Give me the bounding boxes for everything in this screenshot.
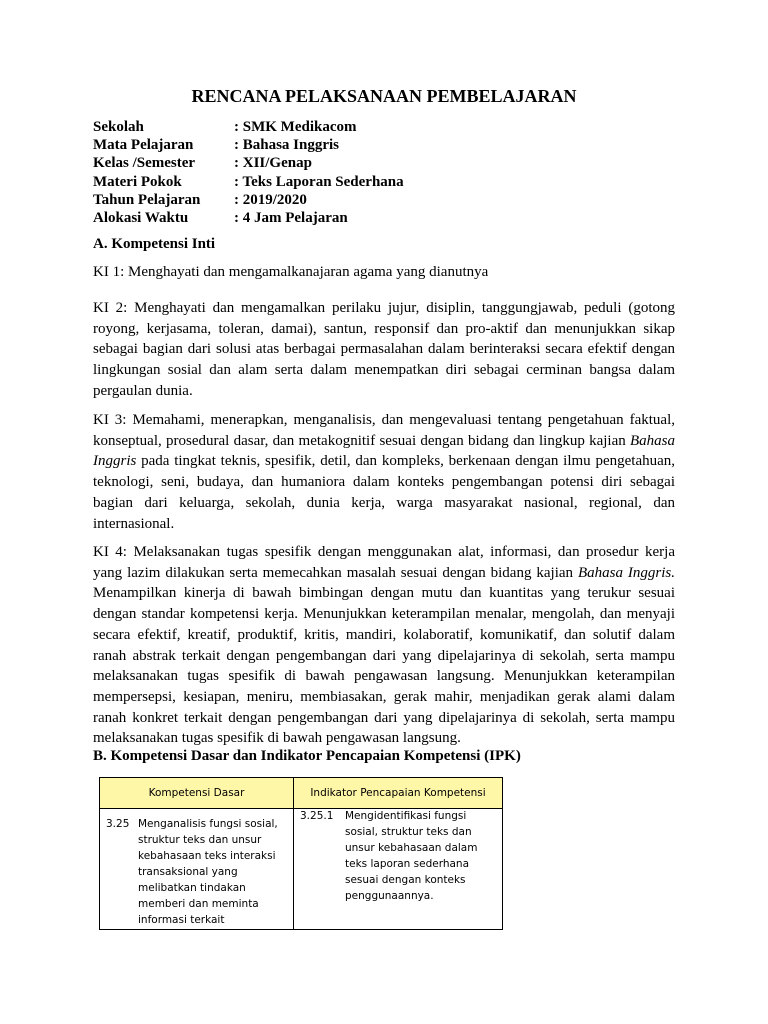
identity-row (93, 136, 404, 154)
identity-label: Mata Pelajaran (93, 137, 194, 154)
ki3-text-b: pada tingkat teknis, spesifik, detil, dan kompleks, berkenaan dengan ilmu pengetahuan, teknologi, seni, budaya, dan humaniora dalam konteks pengembangan potensi diri sebagai bagian dari keluarga, sekolah, dunia kerja, warga masyarakat nasional, regional, dan internasional. (93, 453, 676, 532)
document-title: RENCANA PELAKSANAAN PEMBELAJARAN (191, 86, 577, 106)
identity-value: : 4 Jam Pelajaran (234, 210, 348, 227)
header-kompetensi-dasar: Kompetensi Dasar (148, 787, 245, 799)
identity-row (93, 118, 404, 136)
ipk-text: Mengidentifikasi fungsi sosial, struktur teks dan unsur kebahasaan dalam teks laporan sederhana sesuai dengan konteks penggunaannya. (345, 810, 478, 902)
ipk-number: 3.25.1 (300, 810, 334, 822)
ipk-cell (300, 808, 500, 904)
identity-value: : Bahasa Inggris (234, 137, 340, 154)
ki4-text-a: KI 4: Melaksanakan tugas spesifik dengan menggunakan alat, informasi, dan prosedur kerja yang lazim dilakukan serta memecahkan masalah sesuai dengan bidang kajian (93, 544, 675, 581)
kd-number: 3.25 (106, 818, 130, 830)
ki1-paragraph: KI 1: Menghayati dan mengamalkanajaran agama yang dianutnya (93, 264, 489, 280)
identity-label: Alokasi Waktu (93, 210, 189, 227)
column-divider (293, 778, 294, 929)
identity-row (93, 154, 404, 172)
ki4-paragraph (93, 542, 675, 749)
kd-ipk-table (99, 777, 503, 930)
identity-label: Materi Pokok (93, 173, 182, 190)
identity-row (93, 191, 404, 209)
identity-row (93, 173, 404, 191)
identity-label: Sekolah (93, 119, 144, 135)
identity-label: Kelas /Semester (93, 155, 196, 172)
ki3-text-a: KI 3: Memahami, menerapkan, menganalisis, dan mengevaluasi tentang pengetahuan faktual, konseptual, prosedural dasar, dan metakognitif sesuai dengan bidang dan lingkup kajian (93, 412, 675, 449)
ki4-text-b: Menampilkan kinerja di bawah bimbingan dengan mutu dan kuantitas yang terukur sesuai dengan standar kompetensi kerja. Menunjukkan keterampilan menalar, mengolah, dan menyaji secara efektif, kreatif, produktif, kritis, mandiri, kolaboratif, komunikatif, dan solutif dalam ranah abstrak terkait dengan pengembangan dari yang dipelajarinya di sekolah, serta mampu melaksanakan tugas spesifik di bawah pengawasan langsung. Menunjukkan keterampilan mempersepsi, kesiapan, meniru, membiasakan, gerak mahir, menjadikan gerak alami dalam ranah konkret terkait dengan pengembangan dari yang dipelajarinya di sekolah, serta mampu melaksanakan tugas spesifik di bawah pengawasan langsung. (93, 585, 675, 747)
header-indikator: Indikator Pencapaian Kompetensi (310, 787, 486, 799)
ki3-subject-italic: Bahasa Inggris (93, 432, 676, 470)
identity-label: Tahun Pelajaran (93, 191, 201, 208)
ki2-paragraph: KI 2: Menghayati dan mengamalkan perilaku jujur, disiplin, tanggungjawab, peduli (gotong royong, kerjasama, toleran, damai), santun, responsif dan pro-aktif dan menunjukkan sikap sebagai bagian dari solusi atas berbagai permasalahan dalam berinteraksi secara efektif dengan lingkungan sosial dan alam serta dalam menempatkan diri sebagai cerminan bangsa dalam pergaulan dunia. (93, 300, 675, 399)
kd-text: Menganalisis fungsi sosial, struktur teks dan unsur kebahasaan teks interaksi transaksional yang melibatkan tindakan memberi dan meminta informasi terkait (138, 818, 278, 926)
table-header-row (100, 778, 502, 809)
identity-value: : SMK Medikacom (234, 119, 357, 135)
identity-block (93, 118, 404, 227)
ki3-paragraph (93, 410, 675, 534)
ki4-subject-italic: Bahasa Inggris. (577, 564, 676, 581)
section-a-heading: A. Kompetensi Inti (93, 236, 216, 252)
section-b-heading: B. Kompetensi Dasar dan Indikator Pencapaian Kompetensi (IPK) (93, 748, 521, 764)
identity-value: : Teks Laporan Sederhana (234, 173, 404, 190)
identity-value: : XII/Genap (234, 155, 312, 172)
identity-row (93, 209, 404, 227)
identity-value: : 2019/2020 (234, 191, 307, 208)
kd-cell (106, 816, 290, 928)
